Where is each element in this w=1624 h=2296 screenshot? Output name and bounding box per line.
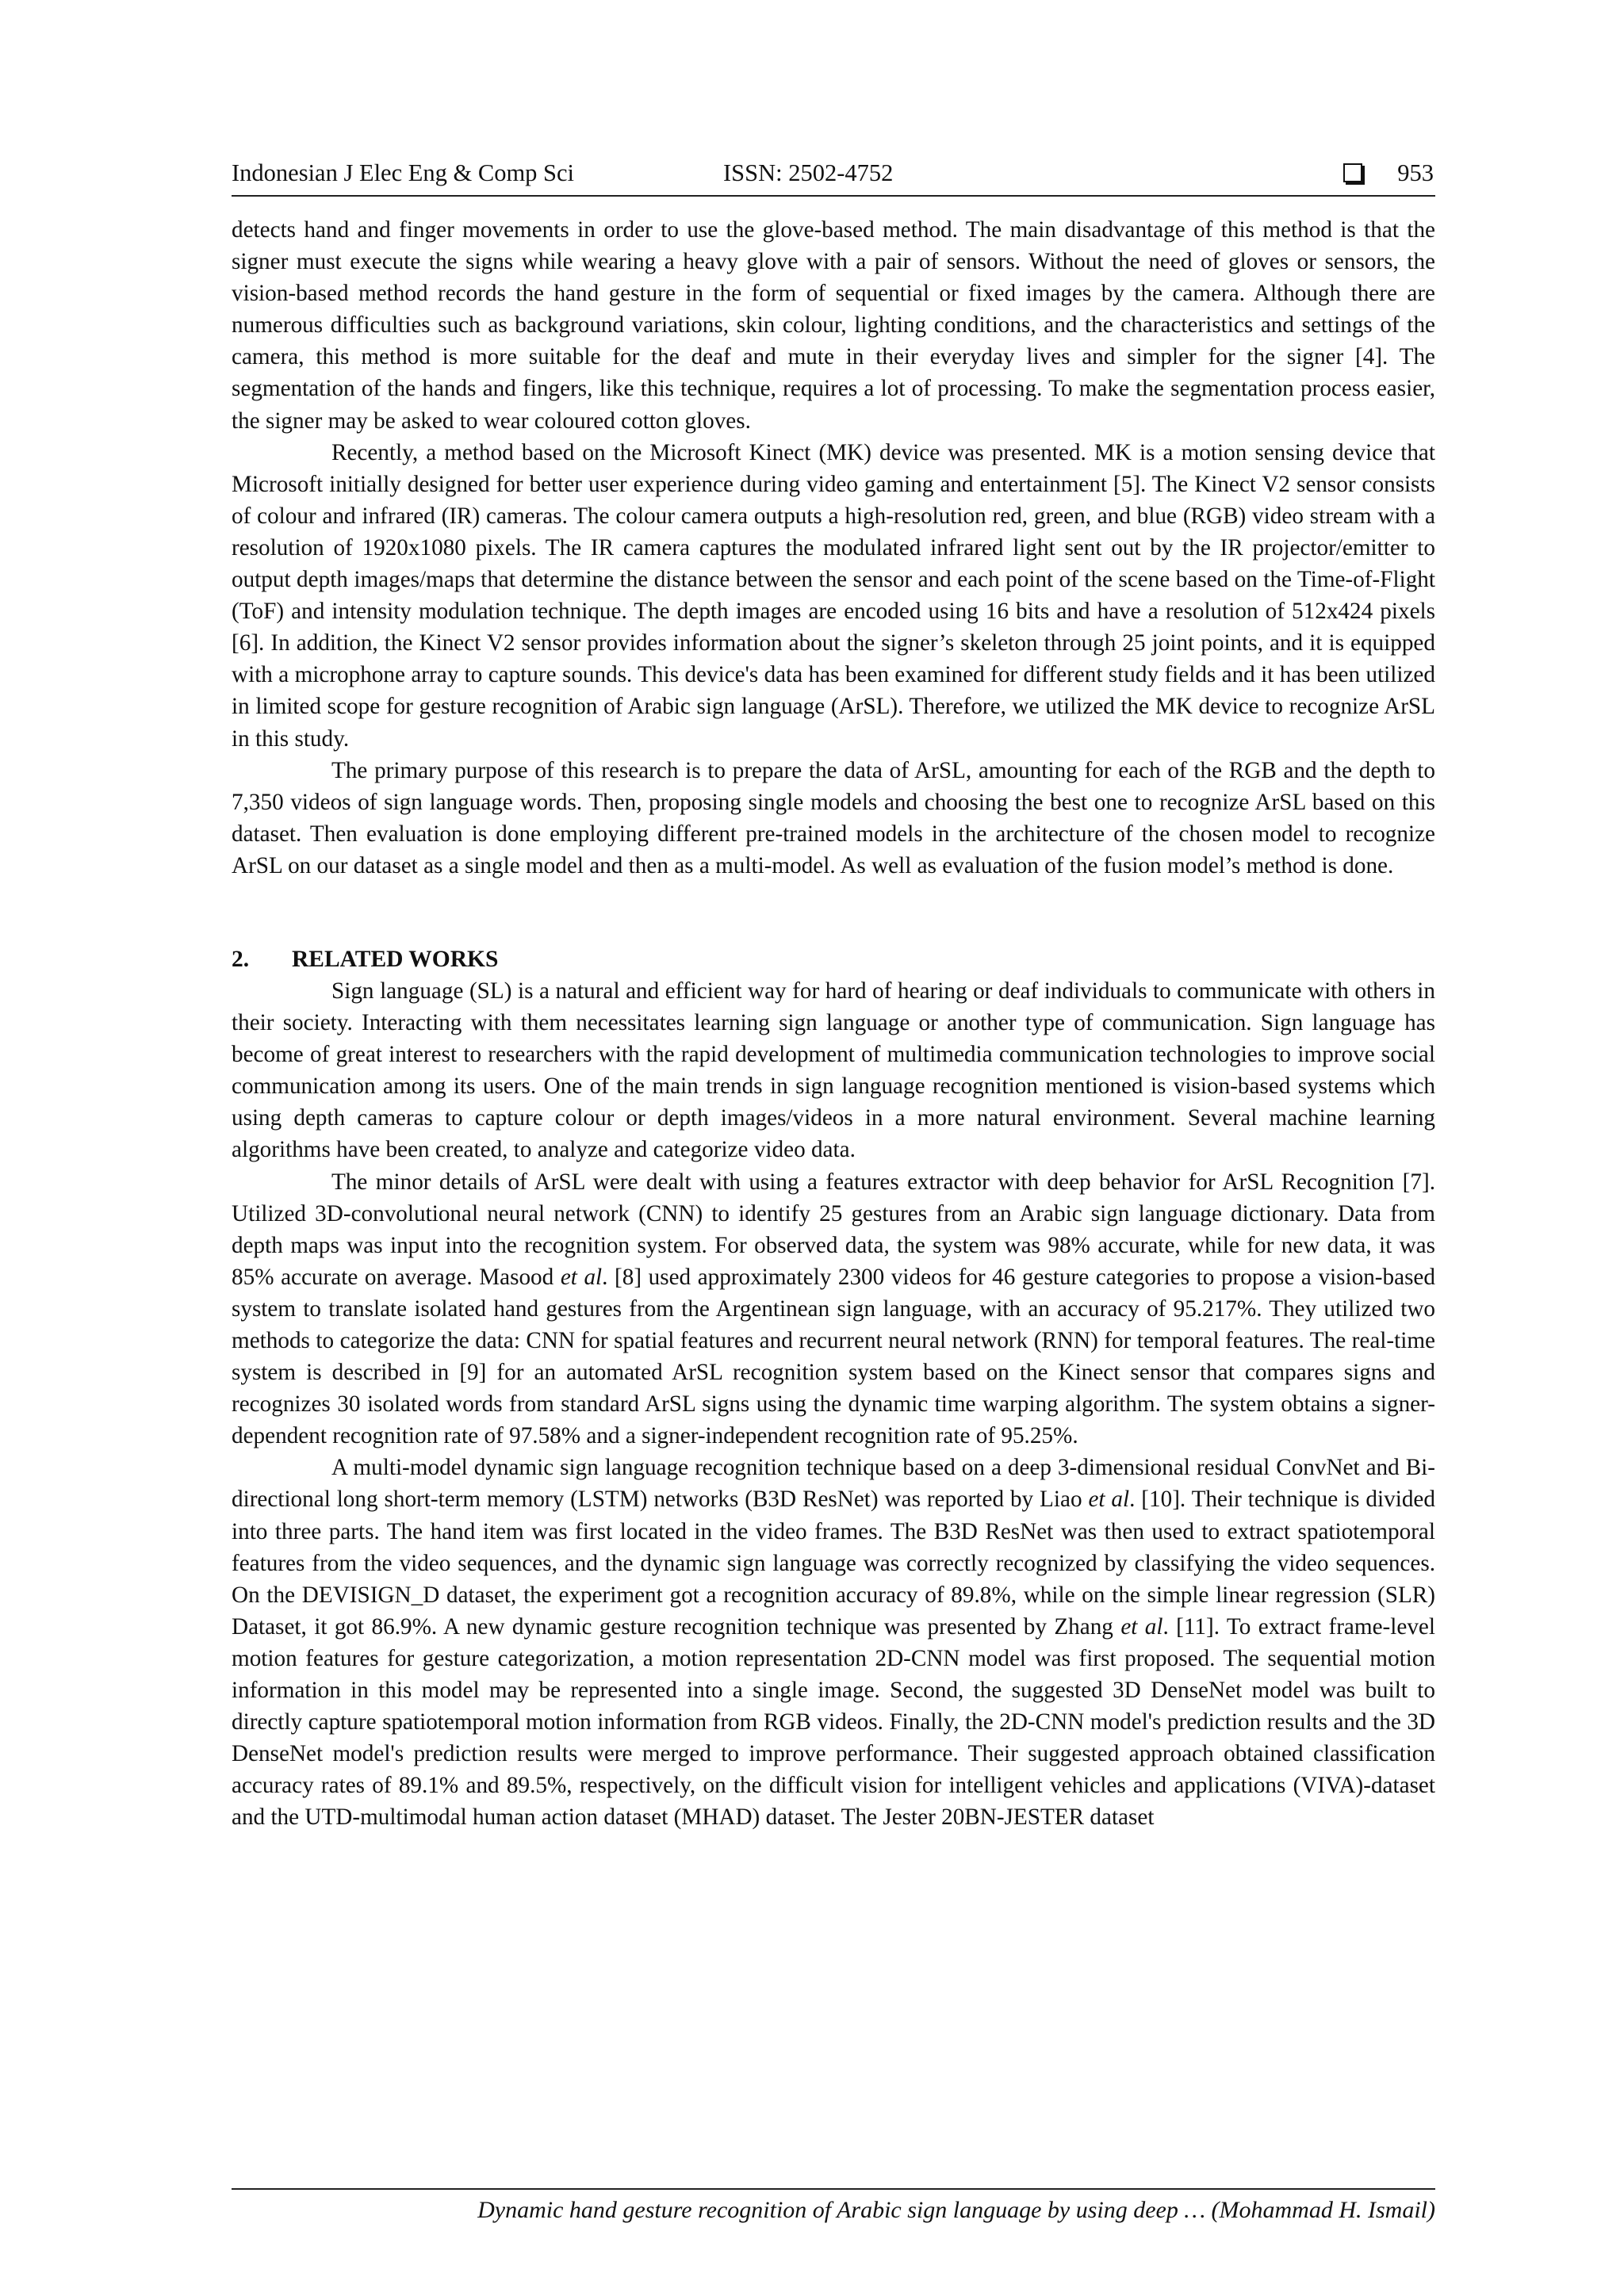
section-number: 2.: [232, 946, 250, 972]
paragraph-1: detects hand and finger movements in order to use the glove-based method. The main disadvantage of this method is that the signer must execute the signs while wearing a heavy glove with a pair of sensors. Without the need of gloves or sensors, the vision-based method records the hand gesture in the form of sequential or fixed images by the camera. Although there are numerous difficulties such as background variations, skin colour, lighting conditions, and the characteristics and settings of the camera, this method is more suitable for the deaf and mute in their everyday lives and simpler for the signer [4]. The segmentation of the hands and fingers, like this technique, requires a lot of processing. To make the segmentation process easier, the signer may be asked to wear coloured cotton gloves.: [232, 217, 1435, 434]
paragraph-3: The primary purpose of this research is to prepare the data of ArSL, amounting for each of the RGB and the depth to 7,350 videos of sign language words. Then, proposing single models and choosing the best one to recognize ArSL based on this dataset. Then evaluation is done employing different pre-trained models in the architecture of the chosen model to recognize ArSL on our dataset as a single model and then as a multi-model. As well as evaluation of the fusion model’s method is done.: [232, 757, 1435, 878]
running-header: [232, 151, 1435, 197]
page-number: 953: [1397, 159, 1434, 186]
issn: ISSN: 2502-4752: [723, 159, 894, 186]
footer-text: Dynamic hand gesture recognition of Arabic sign language by using deep … (Mohammad H. Ismail): [477, 2197, 1435, 2223]
paper-page: [232, 151, 1435, 1834]
paragraph-4: Sign language (SL) is a natural and efficient way for hard of hearing or deaf individuals to communicate with others in their society. Interacting with them necessitates learning sign language or another type of communication. Sign language has become of great interest to researchers with the rapid development of multimedia communication technologies to improve social communication among its users. One of the main trends in sign language recognition mentioned is vision-based systems which using depth cameras to capture colour or depth images/videos in a more natural environment. Several machine learning algorithms have been created, to analyze and categorize video data.: [232, 978, 1435, 1163]
body-text: [232, 214, 1435, 1834]
paragraph-5: The minor details of ArSL were dealt with using a features extractor with deep behavior for ArSL Recognition [7]. Utilized 3D-convolutional neural network (CNN) to identify 25 gestures from an Arabic sign language dictionary. Data from depth maps was input into the recognition system. For observed data, the system was 98% accurate, while for new data, it was 85% accurate on average. Masood et al. [8] used approximately 2300 videos for 46 gesture categories to propose a vision-based system to translate isolated hand gestures from the Argentinean sign language, with an accuracy of 95.217%. They utilized two methods to categorize the data: CNN for spatial features and recurrent neural network (RNN) for temporal features. The real-time system is described in [9] for an automated ArSL recognition system based on the Kinect sensor that compares signs and recognizes 30 isolated words from standard ArSL signs using the dynamic time warping algorithm. The system obtains a signer-dependent recognition rate of 97.58% and a signer-independent recognition rate of 95.25%.: [232, 1169, 1435, 1449]
paragraph-6: A multi-model dynamic sign language recognition technique based on a deep 3-dimensional residual ConvNet and Bi-directional long short-term memory (LSTM) networks (B3D ResNet) was reported by Liao et al. [10]. Their technique is divided into three parts. The hand item was first located in the video frames. The B3D ResNet was then used to extract spatiotemporal features from the video sequences, and the dynamic sign language was correctly recognized by classifying the video sequences. On the DEVISIGN_D dataset, the experiment got a recognition accuracy of 89.8%, while on the simple linear regression (SLR) Dataset, it got 86.9%. A new dynamic gesture recognition technique was presented by Zhang et al. [11]. To extract frame-level motion features for gesture categorization, a motion representation 2D-CNN model was first proposed. The sequential motion information in this model may be represented into a single image. Second, the suggested 3D DenseNet model was built to directly capture spatiotemporal motion information from RGB videos. Finally, the 2D-CNN model's prediction results and the 3D DenseNet model's prediction results were merged to improve performance. Their suggested approach obtained classification accuracy rates of 89.1% and 89.5%, respectively, on the difficult vision for intelligent vehicles and applications (VIVA)-dataset and the UTD-multimodal human action dataset (MHAD) dataset. The Jester 20BN-JESTER dataset: [232, 1455, 1435, 1831]
paragraph-2: Recently, a method based on the Microsoft Kinect (MK) device was presented. MK is a motion sensing device that Microsoft initially designed for better user experience during video gaming and entertainment [5]. The Kinect V2 sensor consists of colour and infrared (IR) cameras. The colour camera outputs a high-resolution red, green, and blue (RGB) video stream with a resolution of 1920x1080 pixels. The IR camera captures the modulated infrared light sent out by the IR projector/emitter to output depth images/maps that determine the distance between the sensor and each point of the scene based on the Time-of-Flight (ToF) and intensity modulation technique. The depth images are encoded using 16 bits and have a resolution of 512x424 pixels [6]. In addition, the Kinect V2 sensor provides information about the signer’s skeleton through 25 joint points, and it is equipped with a microphone array to capture sounds. This device's data has been examined for different study fields and it has been utilized in limited scope for gesture recognition of Arabic sign language (ArSL). Therefore, we utilized the MK device to recognize ArSL in this study.: [232, 439, 1435, 752]
running-footer: [232, 2188, 1435, 2226]
journal-name: Indonesian J Elec Eng & Comp Sci: [232, 159, 575, 186]
section-title: RELATED WORKS: [292, 946, 499, 972]
square-bullet-icon: [1343, 163, 1362, 182]
section-heading: [232, 943, 1435, 975]
